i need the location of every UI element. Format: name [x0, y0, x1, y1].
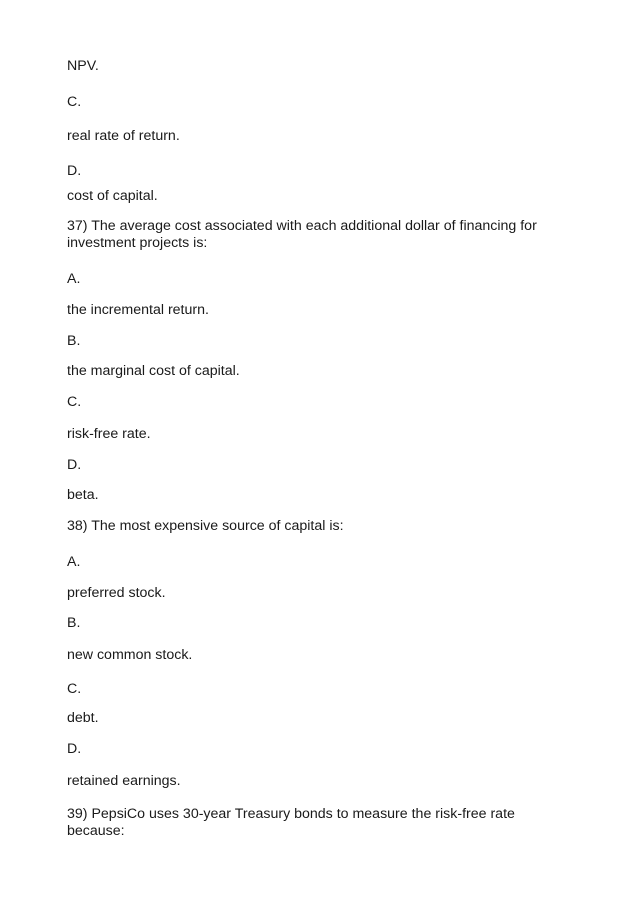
answer-text: the marginal cost of capital. [67, 363, 240, 379]
answer-text: debt. [67, 710, 99, 726]
answer-text: real rate of return. [67, 128, 180, 144]
answer-text: retained earnings. [67, 773, 181, 789]
option-letter: C. [67, 94, 82, 110]
option-letter: D. [67, 457, 82, 473]
option-letter: C. [67, 394, 82, 410]
answer-text: risk-free rate. [67, 426, 151, 442]
question-37: 37) The average cost associated with each additional dollar of financing for investment projects is: [67, 218, 537, 251]
option-letter: D. [67, 163, 82, 179]
answer-text: the incremental return. [67, 302, 209, 318]
question-39: 39) PepsiCo uses 30-year Treasury bonds to measure the risk-free rate because: [67, 806, 515, 839]
answer-text: NPV. [67, 58, 99, 74]
option-letter: B. [67, 333, 81, 349]
answer-text: cost of capital. [67, 188, 158, 204]
answer-text: preferred stock. [67, 585, 166, 601]
option-letter: D. [67, 741, 82, 757]
option-letter: A. [67, 554, 81, 570]
question-38: 38) The most expensive source of capital is: [67, 518, 344, 534]
answer-text: new common stock. [67, 647, 193, 663]
option-letter: A. [67, 271, 81, 287]
answer-text: beta. [67, 487, 99, 503]
option-letter: B. [67, 615, 81, 631]
option-letter: C. [67, 681, 82, 697]
